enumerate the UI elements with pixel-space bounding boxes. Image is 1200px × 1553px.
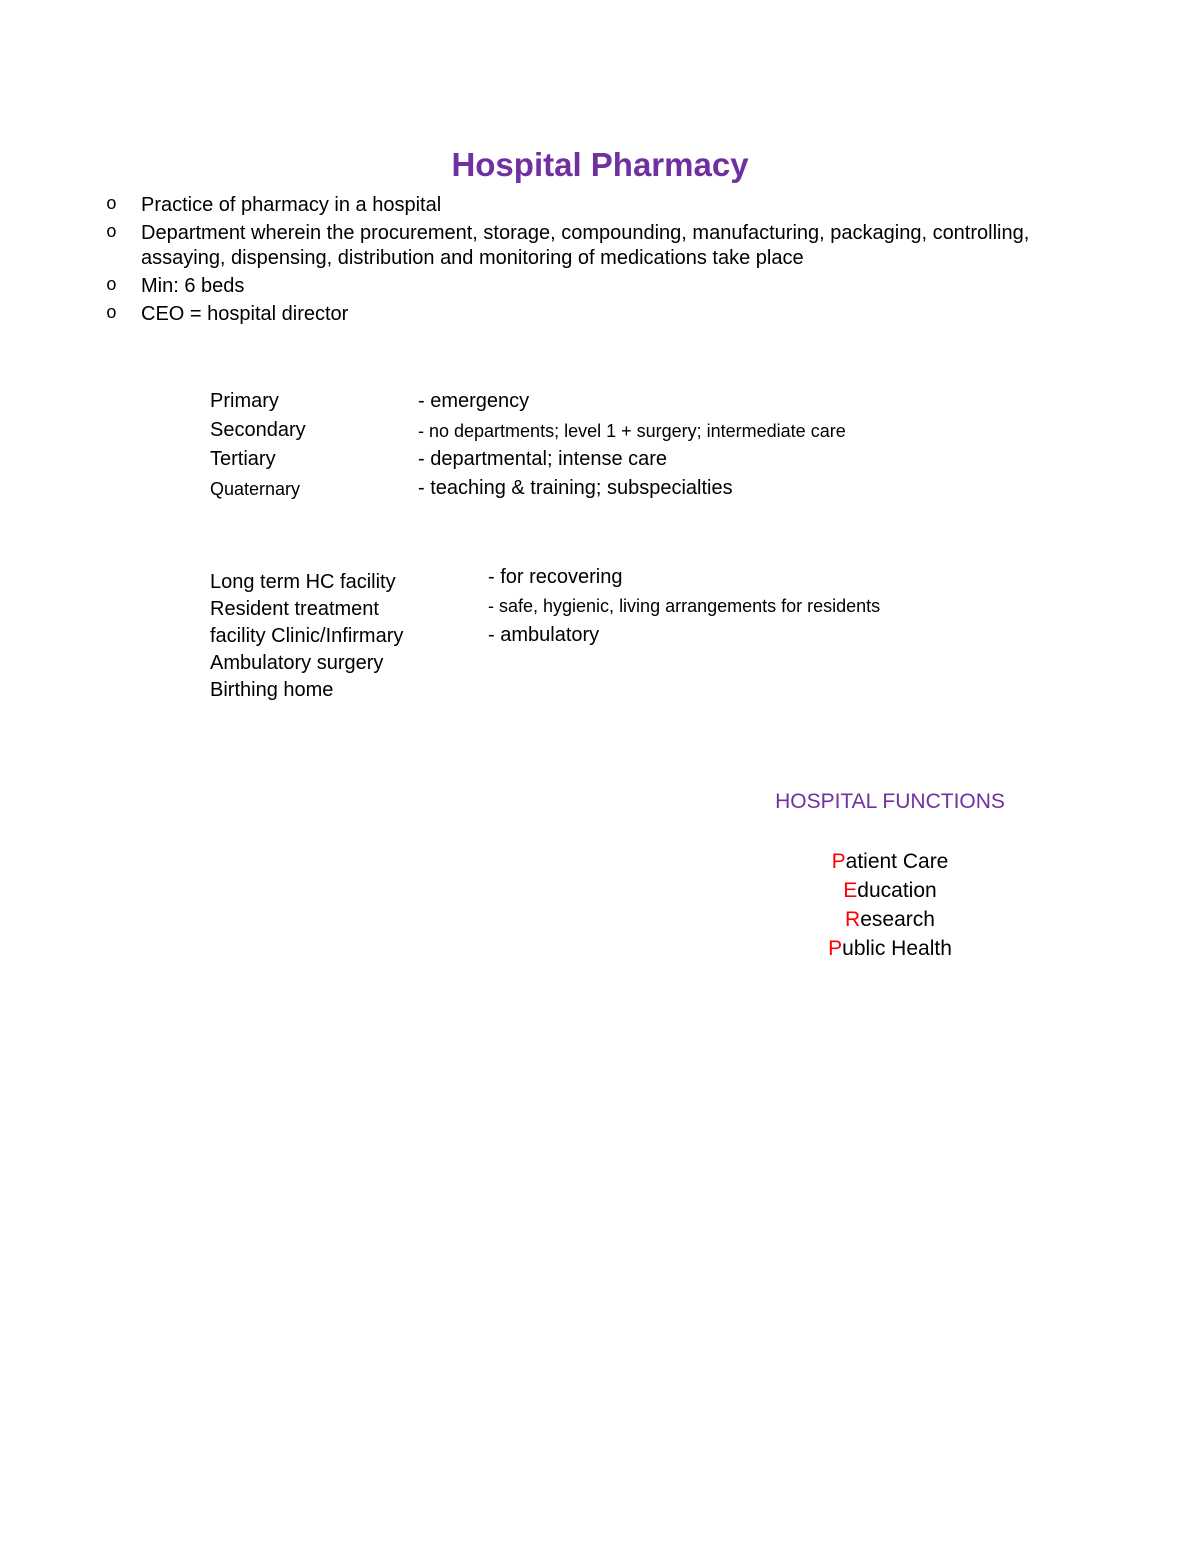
functions-list bbox=[690, 847, 1090, 963]
facility-item: facility Clinic/Infirmary bbox=[210, 625, 404, 647]
list-item bbox=[106, 193, 1106, 218]
facility-item: Long term HC facility bbox=[210, 571, 396, 593]
facility-item: Birthing home bbox=[210, 679, 334, 701]
level-name: Tertiary bbox=[210, 448, 276, 470]
list-item bbox=[106, 221, 1106, 271]
list-item-text: Min: 6 beds bbox=[141, 275, 245, 297]
bullet-marker: o bbox=[106, 223, 117, 243]
bullet-marker: o bbox=[106, 304, 117, 324]
function-rest: atient Care bbox=[845, 850, 949, 873]
list-item-text: Department wherein the procurement, storage, compounding, manufacturing, packaging, controlling, assaying, dispensing, distribution and monitoring of medications take place bbox=[141, 222, 1030, 269]
facility-types bbox=[210, 569, 450, 704]
function-item bbox=[690, 876, 1090, 905]
list-item-text: CEO = hospital director bbox=[141, 303, 349, 325]
list-item bbox=[106, 274, 1106, 299]
level-description: - teaching & training; subspecialties bbox=[418, 477, 733, 499]
level-name: Primary bbox=[210, 390, 279, 412]
level-description: - emergency bbox=[418, 390, 530, 412]
level-description: - no departments; level 1 + surgery; intermediate care bbox=[418, 421, 846, 441]
bullet-marker: o bbox=[106, 195, 117, 215]
facility-note: - safe, hygienic, living arrangements for residents bbox=[488, 596, 881, 616]
facility-note: - for recovering bbox=[488, 566, 623, 588]
bullet-marker: o bbox=[106, 276, 117, 296]
facility-note: - ambulatory bbox=[488, 624, 600, 646]
facility-notes bbox=[488, 563, 880, 650]
function-rest: ducation bbox=[857, 879, 937, 902]
functions-heading: HOSPITAL FUNCTIONS bbox=[775, 790, 1005, 813]
level-name: Secondary bbox=[210, 419, 306, 441]
function-item bbox=[690, 847, 1090, 876]
level-description: - departmental; intense care bbox=[418, 448, 668, 470]
function-initial: E bbox=[843, 879, 858, 902]
function-rest: esearch bbox=[860, 908, 935, 931]
list-item bbox=[106, 302, 1106, 327]
function-initial: P bbox=[831, 850, 846, 873]
function-initial: R bbox=[845, 908, 861, 931]
level-name: Quaternary bbox=[210, 479, 301, 499]
facility-item: Resident treatment bbox=[210, 598, 379, 620]
function-item bbox=[690, 934, 1090, 963]
bullet-list bbox=[106, 193, 1106, 330]
list-item-text: Practice of pharmacy in a hospital bbox=[141, 194, 442, 216]
page-title: Hospital Pharmacy bbox=[451, 146, 749, 183]
function-item bbox=[690, 905, 1090, 934]
facility-item: Ambulatory surgery bbox=[210, 652, 384, 674]
function-rest: ublic Health bbox=[842, 937, 952, 960]
function-initial: P bbox=[828, 937, 843, 960]
